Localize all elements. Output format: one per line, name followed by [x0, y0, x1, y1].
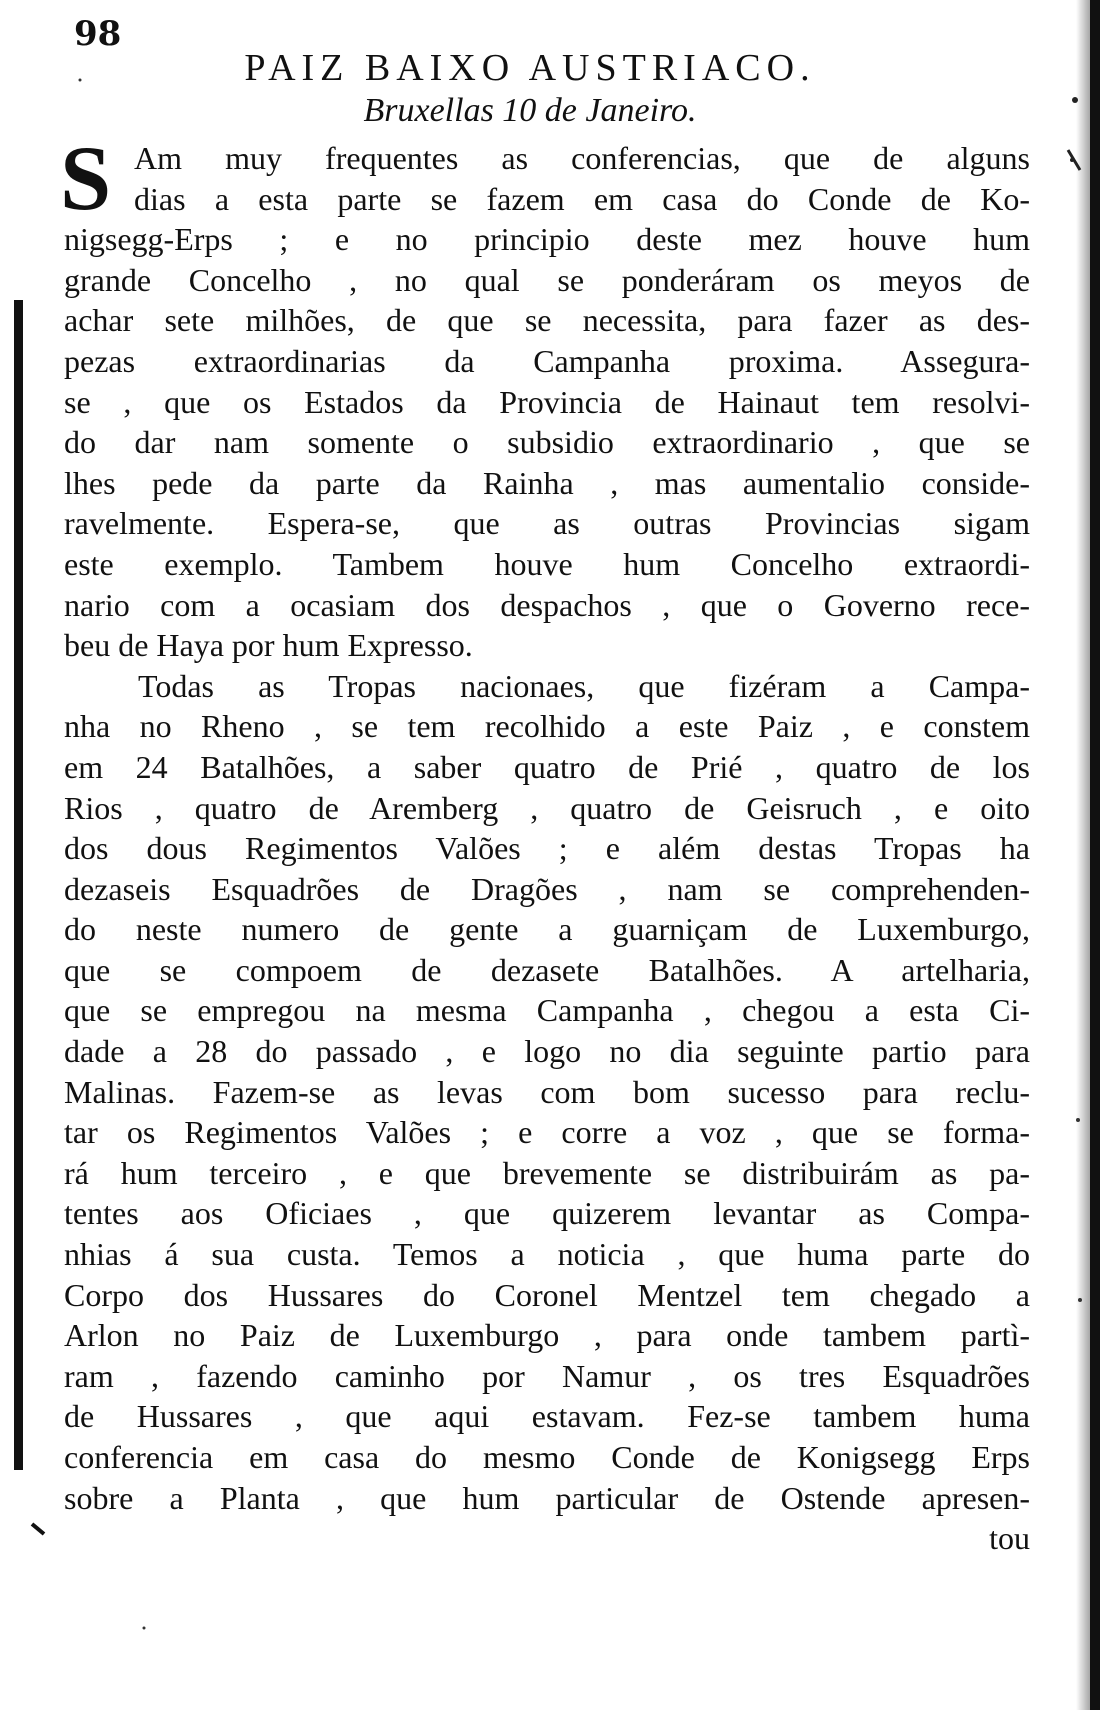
catchword: tou [989, 1520, 1030, 1557]
text-line: Todas as Tropas nacionaes, que fizéram a Campa- [138, 667, 1030, 704]
text-line: ram , fazendo caminho por Namur , os tres Esquadrões [64, 1357, 1030, 1394]
text-line: dade a 28 do passado , e logo no dia seguinte partio para [64, 1033, 1030, 1070]
page-number: 98 [74, 14, 122, 54]
text-line: nigsegg-Erps ; e no principio deste mez houve hum [64, 221, 1030, 258]
text-line: Corpo dos Hussares do Coronel Mentzel tem chegado a [64, 1276, 1030, 1313]
text-line: nha no Rheno , se tem recolhido a este Paiz , e constem [64, 708, 1030, 745]
left-margin-rule [14, 300, 23, 1470]
paragraph-2 [64, 666, 1030, 1559]
text-line: este exemplo. Tambem houve hum Concelho extraordi- [64, 545, 1030, 582]
text-line: pezas extraordinarias da Campanha proxima. Assegura- [64, 342, 1030, 379]
text-line: Arlon no Paiz de Luxemburgo , para onde tambem partì- [64, 1317, 1030, 1354]
text-line: Am muy frequentes as conferencias, que de alguns [134, 140, 1030, 176]
text-line: Rios , quatro de Aremberg , quatro de Geisruch , e oito [64, 789, 1030, 826]
text-line: beu de Haya por hum Expresso. [64, 627, 473, 664]
running-header: PAIZ BAIXO AUSTRIACO. [244, 47, 816, 89]
text-line: do neste numero de gente a guarniçam de Luxemburgo, [64, 911, 1030, 948]
article-body [60, 127, 1030, 1559]
text-line: se , que os Estados da Provincia de Hainaut tem resolvi- [64, 383, 1030, 420]
text-line: tentes aos Oficiaes , que quizerem levantar as Compa- [64, 1195, 1030, 1232]
paragraph-1 [60, 127, 1030, 666]
text-line: que se empregou na mesma Campanha , chegou a esta Ci- [64, 992, 1030, 1029]
text-line: rá hum terceiro , e que brevemente se distribuirám as pa- [64, 1154, 1030, 1191]
binding-edge [1090, 0, 1100, 1710]
dateline: Bruxellas 10 de Janeiro. [363, 92, 697, 129]
text-line: lhes pede da parte da Rainha , mas aumentalio conside- [64, 464, 1030, 501]
text-line: tar os Regimentos Valões ; e corre a voz , que se forma- [64, 1114, 1030, 1151]
text-line: nhias á sua custa. Temos a noticia , que huma parte do [64, 1236, 1030, 1273]
text-line: conferencia em casa do mesmo Conde de Konigsegg Erps [64, 1439, 1030, 1475]
text-line: do dar nam somente o subsidio extraordinario , que se [64, 424, 1030, 461]
text-line: grande Concelho , no qual se ponderáram os meyos de [64, 261, 1030, 298]
text-line: dias a esta parte se fazem em casa do Conde de Ko- [134, 180, 1030, 217]
text-line: em 24 Batalhões, a saber quatro de Prié , quatro de los [64, 748, 1030, 785]
text-line: que se compoem de dezasete Batalhões. A artelharia, [64, 951, 1030, 988]
text-line: achar sete milhões, de que se necessita, para fazer as des- [64, 302, 1030, 339]
text-line: dos dous Regimentos Valões ; e além destas Tropas ha [64, 830, 1030, 867]
text-line: sobre a Planta , que hum particular de Ostende apresen- [64, 1479, 1030, 1516]
text-line: Malinas. Fazem-se as levas com bom sucesso para reclu- [64, 1073, 1030, 1110]
text-line: de Hussares , que aqui estavam. Fez-se tambem huma [64, 1398, 1030, 1435]
drop-cap: S [60, 127, 112, 229]
text-line: ravelmente. Espera-se, que as outras Provincias sigam [64, 505, 1030, 542]
text-line: nario com a ocasiam dos despachos , que o Governo rece- [64, 586, 1030, 623]
binding-shadow [1076, 0, 1090, 1710]
text-line: dezaseis Esquadrões de Dragões , nam se comprehenden- [64, 870, 1030, 907]
